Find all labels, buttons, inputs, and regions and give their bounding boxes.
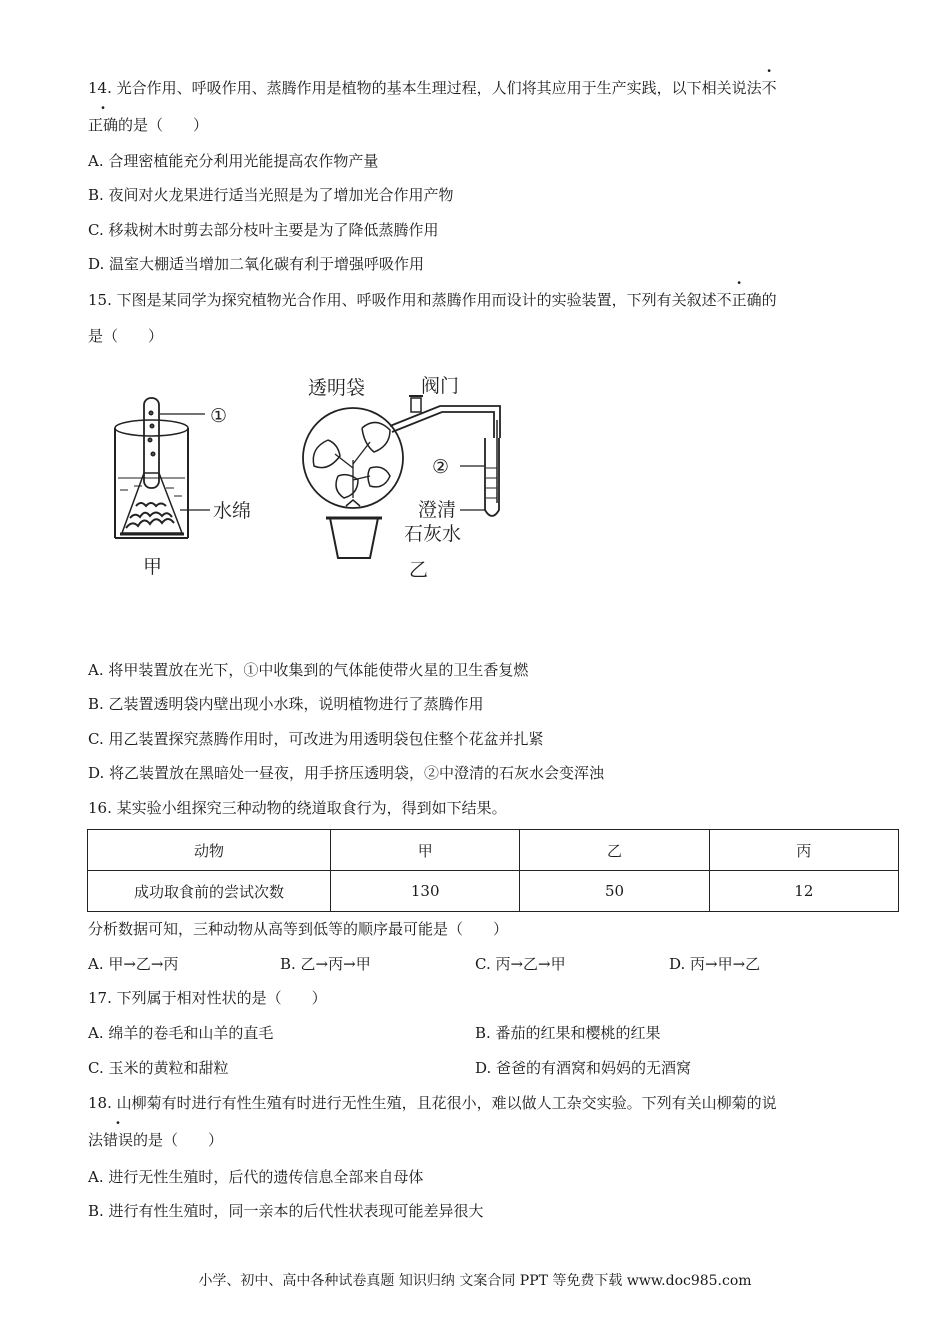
q14-stem-line1 bbox=[88, 78, 777, 98]
q14-stem-line2 bbox=[88, 115, 208, 135]
q15-stem-text: 15. 下图是某同学为探究植物光合作用、呼吸作用和蒸腾作用而设计的实验装置，下列有关叙述 bbox=[88, 291, 717, 309]
table-header-cell: 乙 bbox=[520, 830, 709, 871]
label-yi: 乙 bbox=[409, 559, 429, 581]
table-cell: 130 bbox=[331, 871, 520, 912]
label-lime-1: 澄清 bbox=[418, 499, 457, 521]
q16-option-d: D. 丙→甲→乙 bbox=[669, 955, 761, 973]
q15-figure bbox=[100, 368, 520, 588]
q18-option-a: A. 进行无性生殖时，后代的遗传信息全部来自母体 bbox=[88, 1168, 424, 1186]
label-lime-2: 石灰水 bbox=[404, 523, 462, 545]
q15-option-b: B. 乙装置透明袋内壁出现小水珠，说明植物进行了蒸腾作用 bbox=[88, 695, 484, 713]
q15-option-a: A. 将甲装置放在光下，①中收集到的气体能使带火星的卫生香复燃 bbox=[88, 661, 529, 679]
q18-option-b: B. 进行有性生殖时，同一亲本的后代性状表现可能差异很大 bbox=[88, 1202, 484, 1220]
q17-option-d: D. 爸爸的有酒窝和妈妈的无酒窝 bbox=[475, 1059, 692, 1077]
table-cell: 12 bbox=[709, 871, 898, 912]
table-row bbox=[88, 871, 899, 912]
q18-stem-line1: 18. 山柳菊有时进行有性生殖有时进行无性生殖，且花很小，难以做人工杂交实验。下列有关山柳菊的说 bbox=[88, 1094, 777, 1112]
q16-stem: 16. 某实验小组探究三种动物的绕道取食行为，得到如下结果。 bbox=[88, 799, 507, 817]
q14-option-d: D. 温室大棚适当增加二氧化碳有利于增强呼吸作用 bbox=[88, 255, 425, 273]
table-cell: 50 bbox=[520, 871, 709, 912]
q15-stem-line1 bbox=[88, 290, 777, 310]
table-cell: 成功取食前的尝试次数 bbox=[88, 871, 331, 912]
table-header-cell: 动物 bbox=[88, 830, 331, 871]
q15-emphasis-buzhengque: 不正确 bbox=[716, 291, 762, 309]
q18-emphasis-cuowu: 错误 bbox=[103, 1131, 134, 1149]
q15-stem-line2: 是（ ） bbox=[88, 327, 164, 345]
label-jia: 甲 bbox=[143, 556, 163, 578]
q15-stem-text-tail: 的 bbox=[761, 291, 777, 309]
label-shuimian: 水绵 bbox=[213, 500, 252, 522]
label-1: ① bbox=[210, 405, 228, 427]
q14-option-b: B. 夜间对火龙果进行适当光照是为了增加光合作用产物 bbox=[88, 186, 454, 204]
q17-option-a: A. 绵羊的卷毛和山羊的直毛 bbox=[88, 1024, 274, 1042]
q18-stem-text-tail: 的是（ ） bbox=[133, 1131, 224, 1149]
q16-option-a: A. 甲→乙→丙 bbox=[88, 955, 179, 973]
q18-stem-text: 法 bbox=[88, 1131, 104, 1149]
label-2: ② bbox=[432, 456, 450, 478]
label-bag: 透明袋 bbox=[308, 377, 366, 399]
q17-option-c: C. 玉米的黄粒和甜粒 bbox=[88, 1059, 229, 1077]
q15-option-c: C. 用乙装置探究蒸腾作用时，可改进为用透明袋包住整个花盆并扎紧 bbox=[88, 730, 544, 748]
apparatus-yi bbox=[303, 396, 500, 558]
q14-stem-text: 14. 光合作用、呼吸作用、蒸腾作用是植物的基本生理过程，人们将其应用于生产实践，以下相关说法 bbox=[88, 79, 762, 97]
page-footer: 小学、初中、高中各种试卷真题 知识归纳 文案合同 PPT 等免费下载 www.doc985.com bbox=[198, 1273, 752, 1289]
q14-option-c: C. 移栽树木时剪去部分枝叶主要是为了降低蒸腾作用 bbox=[88, 221, 439, 239]
label-valve: 阀门 bbox=[421, 375, 460, 397]
q14-option-a: A. 合理密植能充分利用光能提高农作物产量 bbox=[88, 152, 379, 170]
table-header-cell: 甲 bbox=[331, 830, 520, 871]
q16-option-b: B. 乙→丙→甲 bbox=[280, 955, 371, 973]
q14-stem-text-2: 的是（ ） bbox=[118, 116, 209, 134]
q14-emphasis-bu: 不 bbox=[761, 79, 777, 97]
apparatus-jia bbox=[115, 398, 210, 538]
q16-option-c: C. 丙→乙→甲 bbox=[475, 955, 566, 973]
table-header-row bbox=[88, 830, 899, 871]
q18-stem-line2 bbox=[88, 1130, 223, 1150]
q17-stem: 17. 下列属于相对性状的是（ ） bbox=[88, 989, 327, 1007]
q16-question: 分析数据可知，三种动物从高等到低等的顺序最可能是（ ） bbox=[88, 920, 509, 938]
q16-results-table bbox=[87, 829, 899, 912]
q15-option-d: D. 将乙装置放在黑暗处一昼夜，用手挤压透明袋，②中澄清的石灰水会变浑浊 bbox=[88, 764, 605, 782]
q17-option-b: B. 番茄的红果和樱桃的红果 bbox=[475, 1024, 661, 1042]
q14-emphasis-zhengque: 正确 bbox=[88, 116, 119, 134]
table-header-cell: 丙 bbox=[709, 830, 898, 871]
